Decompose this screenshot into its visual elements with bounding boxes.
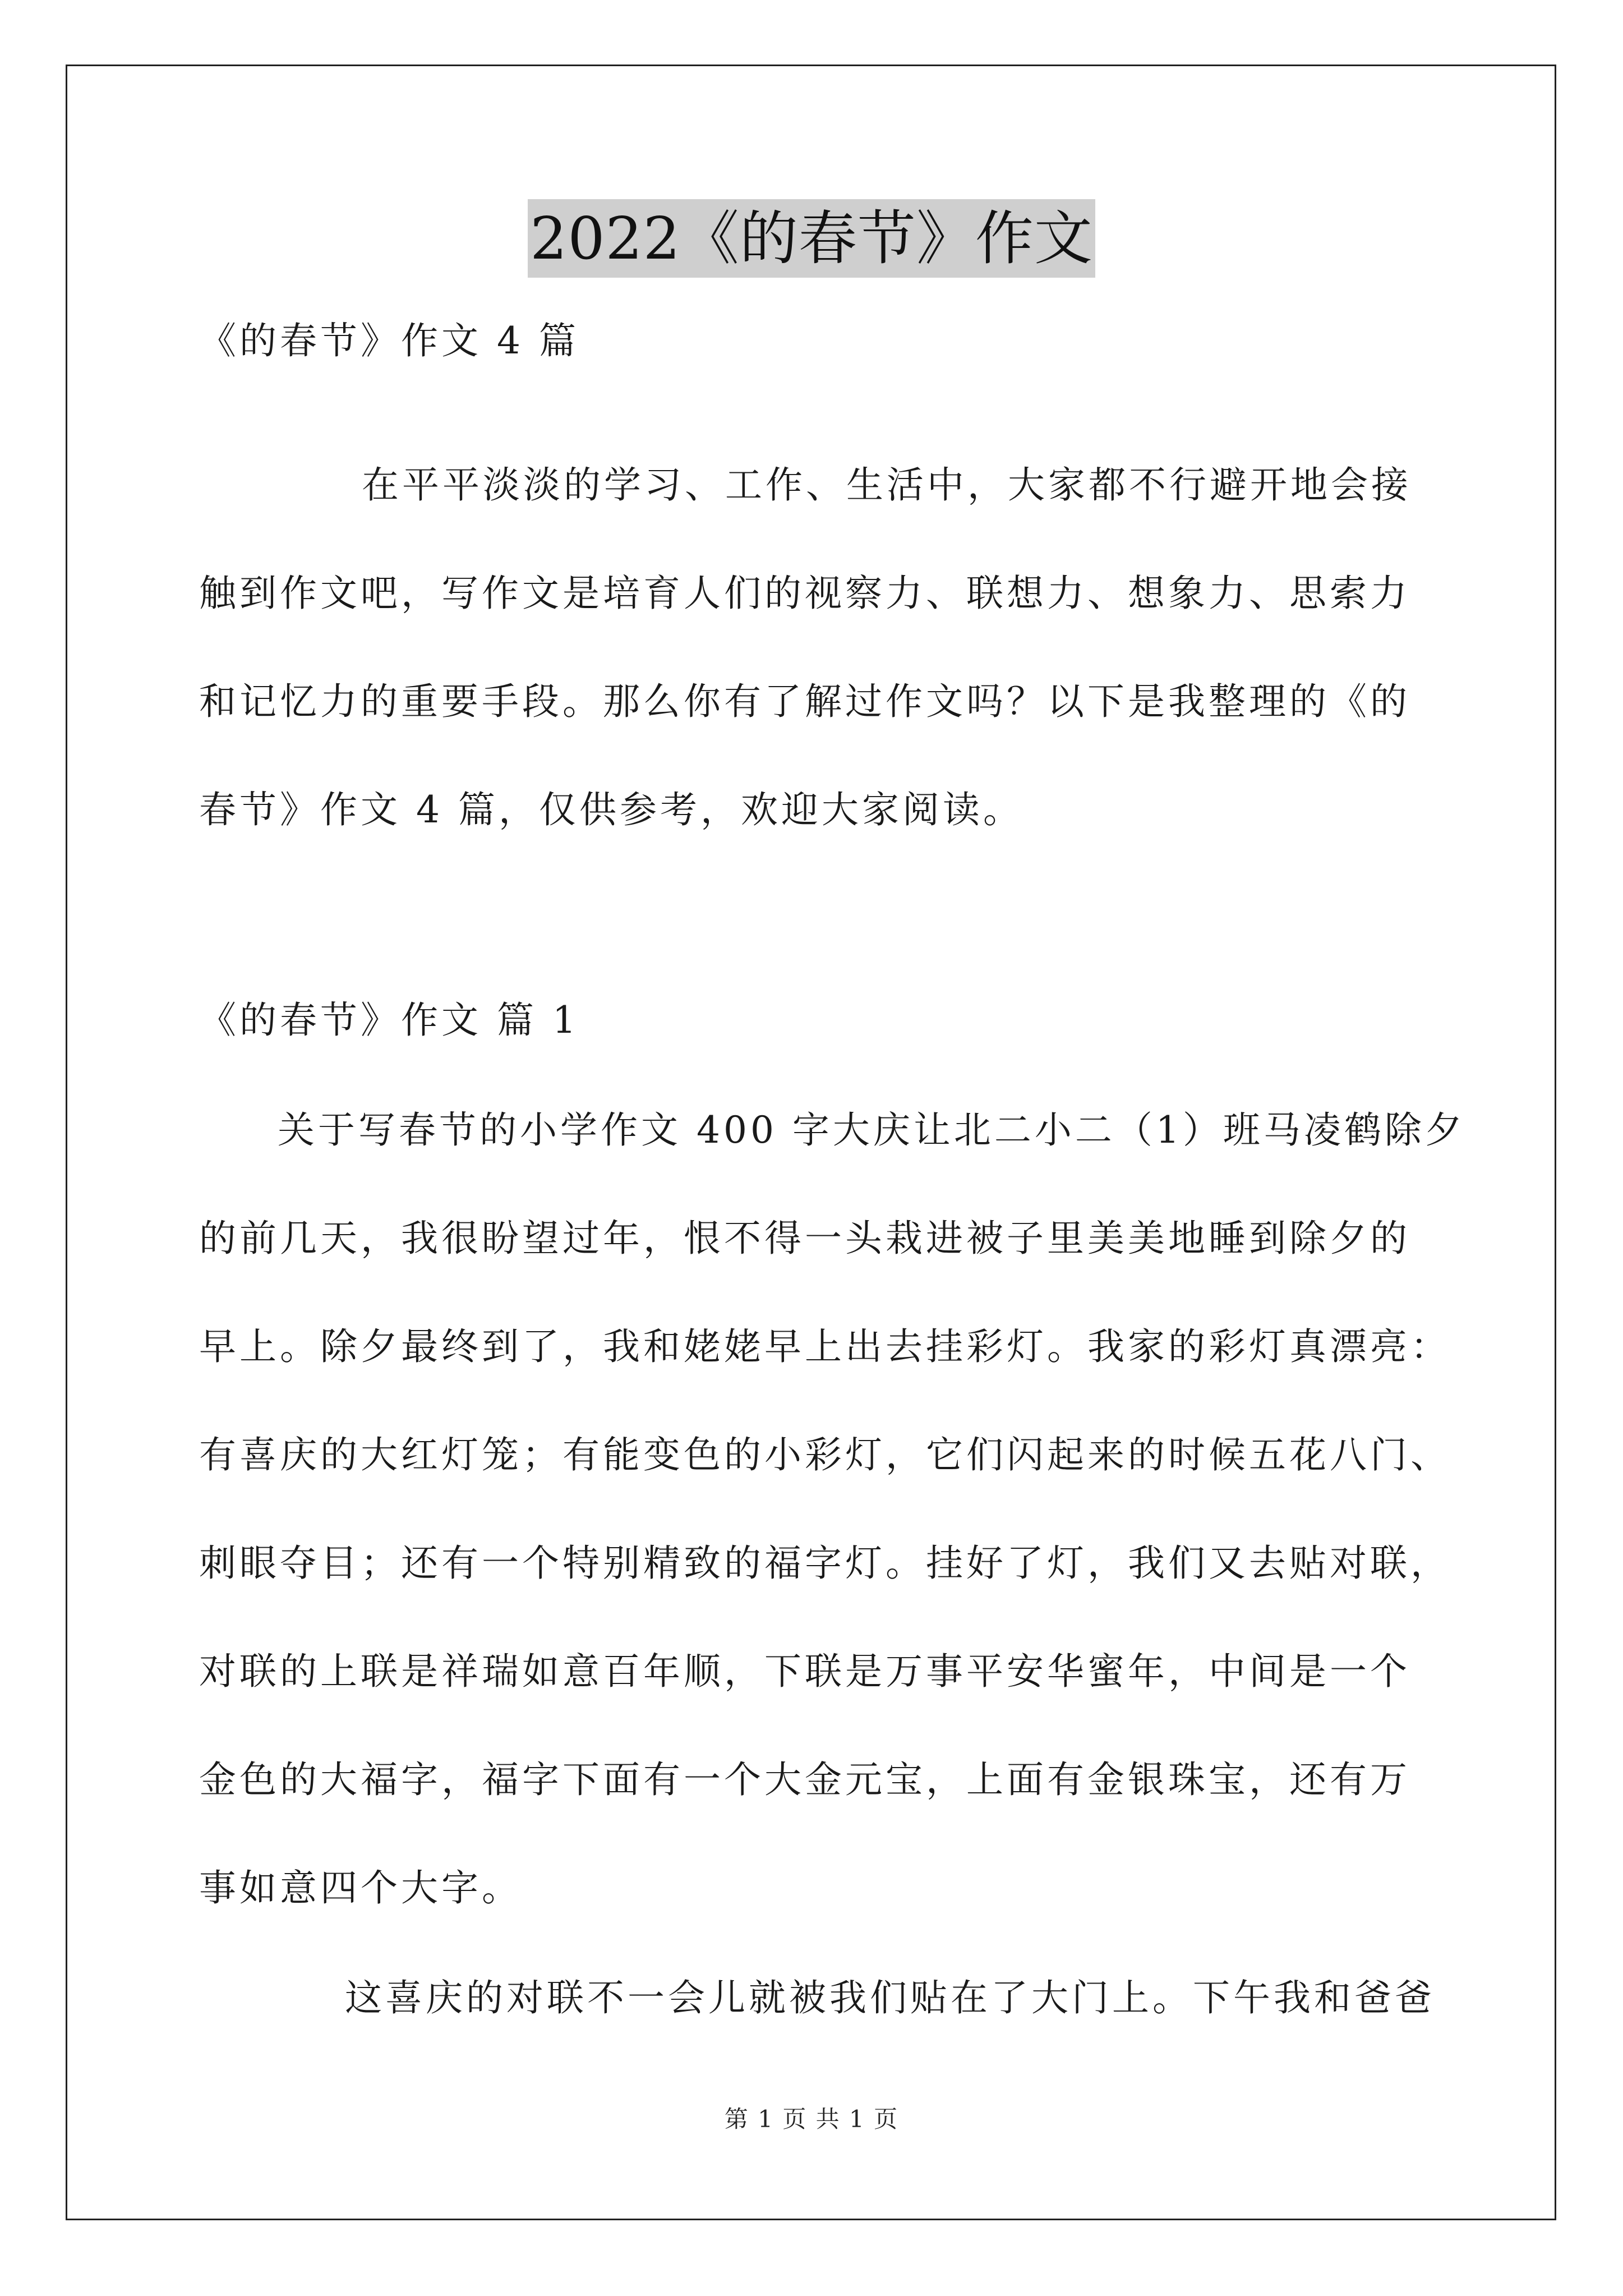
intro-line-4: 春节》作文 4 篇，仅供参考，欢迎大家阅读。: [199, 788, 1023, 831]
intro-line-1: 在平平淡淡的学习、工作、生活中，大家都不行避开地会接: [362, 463, 1412, 507]
body-line-7: 金色的大福字，福字下面有一个大金元宝，上面有金银珠宝，还有万: [199, 1758, 1410, 1801]
body-line-6: 对联的上联是祥瑞如意百年顺，下联是万事平安华蜜年，中间是一个: [199, 1650, 1410, 1693]
document-title: 2022《的春节》作文: [528, 199, 1095, 278]
body-line-4: 有喜庆的大红灯笼；有能变色的小彩灯，它们闪起来的时候五花八门、: [199, 1433, 1451, 1476]
body-line-3: 早上。除夕最终到了，我和姥姥早上出去挂彩灯。我家的彩灯真漂亮：: [199, 1325, 1451, 1368]
intro-line-3: 和记忆力的重要手段。那么你有了解过作文吗？以下是我整理的《的: [199, 680, 1410, 723]
body-line-9: 这喜庆的对联不一会儿就被我们贴在了大门上。下午我和爸爸: [345, 1976, 1435, 2019]
body-line-2: 的前几天，我很盼望过年，恨不得一头栽进被子里美美地睡到除夕的: [199, 1217, 1410, 1260]
body-line-1: 关于写春节的小学作文 400 字大庆让北二小二（1）班马凌鹤除夕: [278, 1108, 1465, 1152]
title-container: [0, 199, 1623, 278]
section-heading: 《的春节》作文 篇 1: [199, 999, 579, 1042]
body-line-8: 事如意四个大字。: [199, 1866, 522, 1910]
body-line-5: 刺眼夺目；还有一个特别精致的福字灯。挂好了灯，我们又去贴对联，: [199, 1542, 1451, 1585]
page-footer: 第 1 页 共 1 页: [724, 2105, 899, 2133]
document-subtitle: 《的春节》作文 4 篇: [199, 319, 579, 362]
intro-line-2: 触到作文吧，写作文是培育人们的视察力、联想力、想象力、思索力: [199, 572, 1410, 615]
